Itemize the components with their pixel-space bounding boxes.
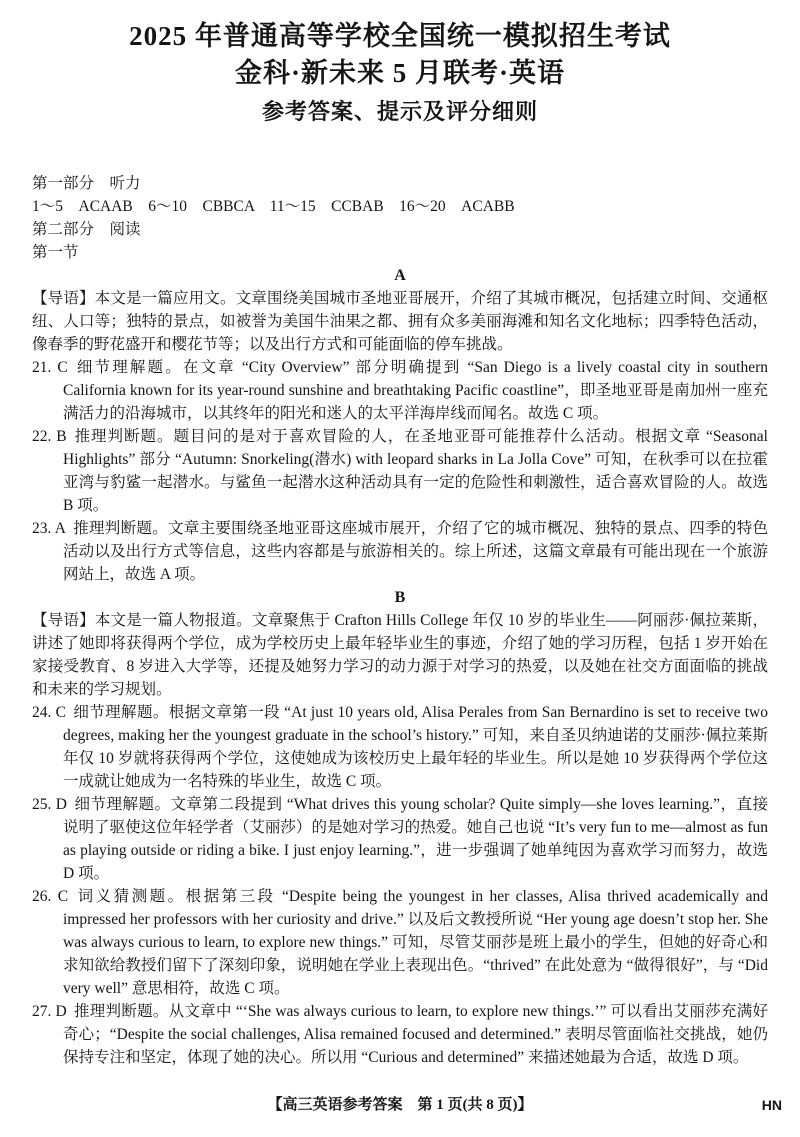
answer-item-23-text: 推理判断题。文章主要围绕圣地亚哥这座城市展开，介绍了它的城市概况、独特的景点、四季的特色活动以及出行方式等信息，这些内容都是与旅游相关的。综上所述，这篇文章最有可能出现在一个旅游网站上，故选 A 项。 <box>63 520 768 583</box>
answer-item-22-label: 22. B <box>32 428 67 445</box>
answer-item-26 <box>32 885 768 1000</box>
answer-item-21 <box>32 356 768 425</box>
exam-title-line2: 金科·新未来 5 月联考·英语 <box>234 58 565 88</box>
footer-code: HN <box>761 1097 782 1113</box>
answer-item-26-text: 词义猜测题。根据第三段 “Despite being the youngest in her classes, Alisa thrived academically and impressed her professors with her curiosity and drive.” 以及后文教授所说 “Her young age doesn’t stop her. She was always curious to learn, to explore new things.” 可知，尽管艾丽莎是班上最小的学生，但她的好奇心和求知欲给教授们留下了深刻印象，说明她在学业上表现出色。“thrived” 在此处意为 “做得很好”，与 “Did very well” 意思相符，故选 C 项。 <box>63 888 768 997</box>
exam-title-line3: 参考答案、提示及评分细则 <box>261 99 538 124</box>
page-footer <box>32 1095 782 1115</box>
answer-item-22 <box>32 425 768 517</box>
passage-b-intro: 【导语】本文是一篇人物报道。文章聚焦于 Crafton Hills College 年仅 10 岁的毕业生——阿丽莎·佩拉莱斯，讲述了她即将获得两个学位，成为学校历史上最年轻毕业生的事迹，介绍了她的学习历程，包括 1 岁开始在家接受教育、8 岁进入大学等，还提及她努力学习的动力源于对学习的热爱，以及她在社交方面面临的挑战和未来的学习规划。 <box>32 612 768 698</box>
answer-item-24-label: 24. C <box>32 704 66 721</box>
answer-item-21-label: 21. C <box>32 359 68 376</box>
answer-item-27-text: 推理判断题。从文章中 “‘She was always curious to learn, to explore new things.’” 可以看出艾丽莎充满好奇心；“Despite the social challenges, Alisa remained focused and determined.” 表明尽管面临社交挑战，她仍保持专注和坚定，体现了她的决心。所以用 “Curious and determined” 来描述她最为合适，故选 D 项。 <box>63 1003 768 1066</box>
answer-item-24-text: 细节理解题。根据文章第一段 “At just 10 years old, Alisa Perales from San Bernardino is set to receive two degrees, making her the youngest graduate in the school’s history.” 可知，来自圣贝纳迪诺的艾丽莎·佩拉莱斯年仅 10 岁就将获得两个学位，这使她成为该校历史上最年轻的毕业生。所以是她 10 岁获得两个学位这一成就让她成为一名特殊的毕业生，故选 C 项。 <box>63 704 768 790</box>
section1-heading: 第一节 <box>32 244 79 261</box>
answer-item-21-text: 细节理解题。在文章 “City Overview” 部分明确提到 “San Diego is a lively coastal city in southern California known for its year-round sunshine and breathtaking Pacific coastline”，即圣地亚哥是南加州一座充满活力的沿海城市，以其终年的阳光和迷人的太平洋海岸线而闻名。故选 C 项。 <box>63 359 768 422</box>
answer-item-27 <box>32 1000 768 1069</box>
part2-heading: 第二部分 阅读 <box>32 221 141 238</box>
answer-item-23-label: 23. A <box>32 520 66 537</box>
answer-item-22-text: 推理判断题。题目问的是对于喜欢冒险的人，在圣地亚哥可能推荐什么活动。根据文章 “Seasonal Highlights” 部分 “Autumn: Snorkeling(潜水) with leopard sharks in La Jolla Cove” 可知，在秋季可以在拉霍亚湾与豹鲨一起潜水。与鲨鱼一起潜水这种活动具有一定的危险性和刺激性，适合喜欢冒险的人。故选 B 项。 <box>63 428 768 514</box>
answer-item-25-label: 25. D <box>32 796 67 813</box>
answer-item-24 <box>32 701 768 793</box>
answer-item-25 <box>32 793 768 885</box>
answer-item-27-label: 27. D <box>32 1003 67 1020</box>
answer-item-25-text: 细节理解题。文章第二段提到 “What drives this young scholar? Quite simply—she loves learning.”，直接说明了驱使这位年轻学者（艾丽莎）的是她对学习的热爱。她自己也说 “It’s very fun to me—almost as fun as playing outside or riding a bike. I just enjoy learning.”，进一步强调了她单纯因为喜欢学习而努力，故选 D 项。 <box>63 796 768 882</box>
footer-page-label: 【高三英语参考答案 第 1 页(共 8 页)】 <box>267 1097 533 1113</box>
answer-item-23 <box>32 517 768 586</box>
answer-body <box>32 172 768 1069</box>
exam-title-line1: 2025 年普通高等学校全国统一模拟招生考试 <box>129 21 671 51</box>
passage-a-label: A <box>394 267 406 284</box>
answer-item-26-label: 26. C <box>32 888 69 905</box>
passage-a-intro: 【导语】本文是一篇应用文。文章围绕美国城市圣地亚哥展开，介绍了其城市概况，包括建立时间、交通枢纽、人口等；独特的景点，如被誉为美国牛油果之都、拥有众多美丽海滩和知名文化地标；四季特色活动，像春季的野花盛开和樱花节等；以及出行方式和可能面临的停车挑战。 <box>32 290 768 353</box>
listening-answers: 1～5 ACAAB 6～10 CBBCA 11～15 CCBAB 16～20 ACABB <box>32 198 515 215</box>
part1-heading: 第一部分 听力 <box>32 175 141 192</box>
passage-b-label: B <box>394 589 406 606</box>
